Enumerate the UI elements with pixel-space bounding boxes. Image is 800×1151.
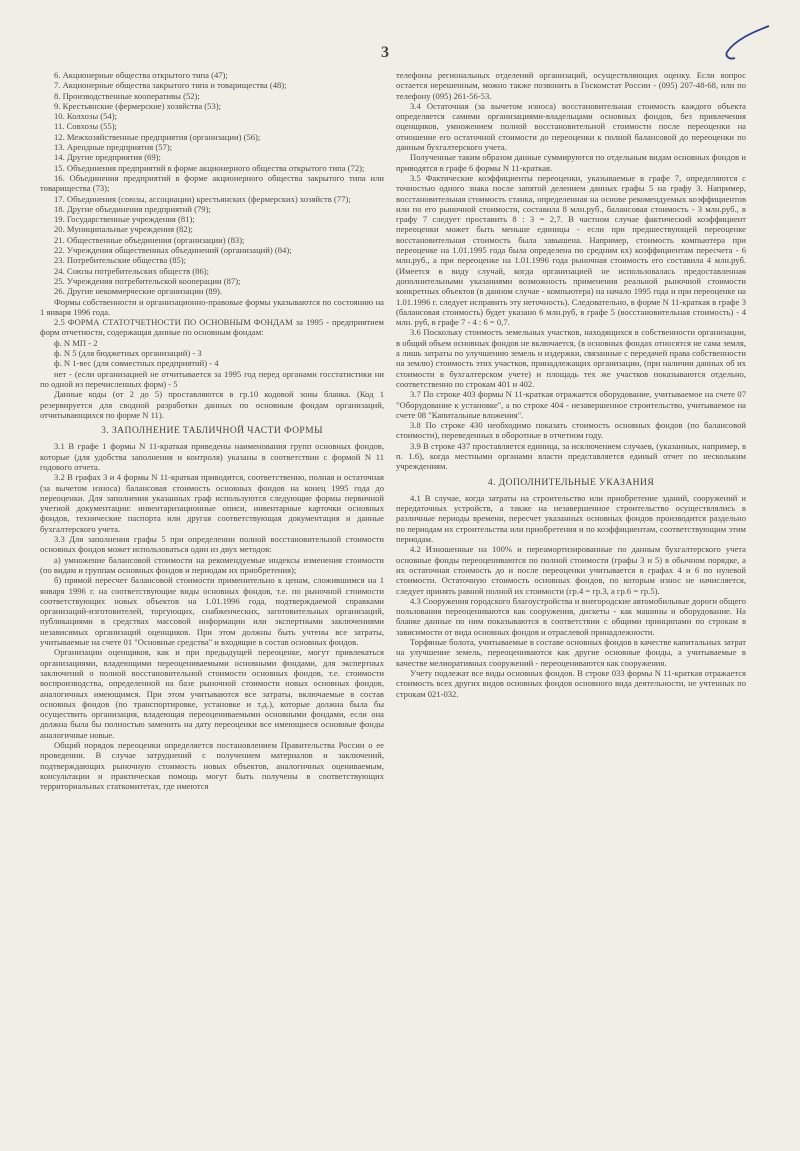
list-item: 25. Учреждения потребительской кооперации (87); xyxy=(54,275,241,286)
paragraph: 3.4 Остаточная (за вычетом износа) восстановительная стоимость каждого объекта определяется самими организациями-владельцами основных фондов, без привлечения оценщиков, умножением полной восстановительной стоимости после переоценки на отношение его остаточной стоимости до переоценки к полной балансовой до переоценки по данным бухгалтерского учета. xyxy=(396,100,746,153)
paragraph: телефоны региональных отделений организаций, осуществляющих оценку. Если вопрос остается нерешенным, можно также позвонить в Госкомстат России - (095) 207-48-68, или по телефону (095) 261-56-53. xyxy=(396,70,746,101)
list-item: 15. Объединения предприятий в форме акционерного общества открытого типа (72); xyxy=(54,162,365,173)
paragraph: 3.2 В графах 3 и 4 формы N 11-краткая приводится, соответственно, полная и остаточная (за вычетом износа) балансовая стоимость основных фондов на конец 1995 года до переоценки. Для заполнения указанных граф используются следующие формы первичной учетной документации: инвентаризационные описи, инвентарные карточки основных фондов, технические паспорта или другая соответствующая документация и данные бухгалтерского учета. xyxy=(40,472,384,534)
paragraph: 2.5 ФОРМА СТАТОТЧЕТНОСТИ ПО ОСНОВНЫМ ФОНДАМ за 1995 - предприятием форм отчетности, содержащая данные по основным фондам: xyxy=(40,317,384,338)
list-item: 26. Другие некоммерческие организации (89). xyxy=(54,286,223,297)
left-column xyxy=(40,70,384,791)
paragraph: Формы собственности и организационно-правовые формы указываются по состоянию на 1 января 1996 года. xyxy=(40,296,384,317)
list-item: 20. Муниципальные учреждения (82); xyxy=(54,224,193,235)
list-item: 16. Объединения предприятий в форме акционерного общества закрытого типа или товарищества (73); xyxy=(40,172,384,194)
list-item: 22. Учреждения общественных объединений (организаций) (84); xyxy=(54,245,292,256)
paragraph: Торфяные болота, учитываемые в составе основных фондов в качестве капитальных затрат на улучшение земель, переоцениваются как другие основные фонды, а учитываемые в качестве мелиоративных сооружений - переоцениваются как сооружения. xyxy=(396,637,746,668)
list-item: 6. Акционерные общества открытого типа (47); xyxy=(54,70,228,80)
paragraph: 3.7 По строке 403 формы N 11-краткая отражается оборудование, учитываемое на счете 07 "Оборудование к установке", а по строке 404 - незавершенное строительство, учитываемое на счете 08 "Капитальные вложения". xyxy=(396,389,746,420)
paragraph: б) прямой пересчет балансовой стоимости применительно к ценам, сложившимся на 1 января 1996 г. на соответствующие виды основных фондов, т.е. по рыночной стоимости соответствующих новых объектов на 1.01.1996 года, подтверждаемой справками организаций-изготовителей, торгующих, снабженческих, заготовительных организаций, публикациями в средствах массовой информации или экспертными заключениями независимых организаций оценщиков. При этом должны быть учтены все затраты, учитываемые на счете 01 "Основные средства" и входящие в состав основных фондов. xyxy=(40,575,384,648)
paragraph: Данные коды (от 2 до 5) проставляются в гр.10 кодовой зоны бланка. (Код 1 резервируется для сводной разработки данных по основным фондам организаций, отчитывающихся по форме N 11). xyxy=(40,389,384,420)
list-item: 13. Арендные предприятия (57); xyxy=(54,142,173,153)
paragraph: 3.5 Фактические коэффициенты переоценки, указываемые в графе 7, определяются с точностью одного знака после запятой делением данных графы 5 на графу 3. Например, восстановительная стоимость станка, определенная на основе рекомендуемых коэффициентов или по его рыночной стоимости, составила 8 млн.руб., балансовая стоимость - 3 млн.руб., в графу 7 следует проставить 8 : 3 = 2,7. В частном случае фактический коэффициент переоценки может быть меньше единицы - если при предшествующей переоценке восстановительная стоимость была завышена. Например, стоимость компьютера при переоценке на 1.01.1995 года была определена по средним кх) коэффициентам пересчета - 6 млн.руб., а при переоценке на 1.01.1996 года рыночная стоимость его составила 4 млн.руб. (Имеется в виду случай, когда организацией не использовалась предоставленная дополнительными указаниями возможность применения реальной рыночной стоимости конкретных объектов (в данном случае - компьютера) на начало 1995 года и при переоценке на 1.01.1996 г. следует исправить эту неточность). Следовательно, в форме N 11-краткая в графе 3 (балансовая стоимость) будет указано 6 млн.руб, в графе 5 (восстановительная стоимость) - 4 млн. руб, в графе 7 - 4 : 6 = 0,7. xyxy=(396,172,746,328)
list-item: нет - (если организацией не отчитывается за 1995 год перед органами госстатистики ни по одной из перечисленных форм) - 5 xyxy=(40,368,384,389)
paragraph: 4.3 Сооружения городского благоустройства и внегородские автомобильные дороги общего пользования переоцениваются как сооружения, дискеты - как машины и оборудование. На бланке данные по ним показываются в соответствии с общими принципами по строкам в зависимости от вида основных фондов и отраслевой принадлежности. xyxy=(396,595,746,637)
list-item: 24. Союзы потребительских обществ (86); xyxy=(54,265,209,276)
paragraph: Организации оценщиков, как и при предыдущей переоценке, могут привлекаться организациями, владеющими переоцениваемыми основными фондами, для экспертных заключений о полной восстановительной стоимости основных фондов, т.е. стоимости воспроизводства, определенной на базе рыночной стоимости новых основных фондов, аналогичных имеющимся. При этом учитываются все затраты, включаемые в состав основных фондов (по транспортировке, установке и т.д.), которые должна была бы осуществить организация, владеющая переоцениваемыми основными фондами, если она должна была бы полностью заменить на дату переоценки все имеющиеся основные фонды аналогичные новые. xyxy=(40,647,384,740)
section-heading: 4. ДОПОЛНИТЕЛЬНЫЕ УКАЗАНИЯ xyxy=(487,476,655,488)
paragraph: 3.3 Для заполнения графы 5 при определении полной восстановительной стоимости основных фондов может использоваться один из двух методов: xyxy=(40,534,384,555)
list-item: 21. Общественные объединения (организации) (83); xyxy=(54,234,245,245)
list-item: 14. Другие предприятия (69); xyxy=(54,152,161,163)
list-item: 8. Производственные кооперативы (52); xyxy=(54,90,200,101)
paragraph: 3.8 По строке 430 необходимо показать стоимость основных фондов (по балансовой стоимости), переведенных в оборотные в отчетном году. xyxy=(396,420,746,441)
page-number: 3 xyxy=(381,44,389,61)
list-item: ф. N 1-вес (для совместных предприятий) - 4 xyxy=(54,358,219,369)
section-heading: 3. ЗАПОЛНЕНИЕ ТАБЛИЧНОЙ ЧАСТИ ФОРМЫ xyxy=(101,425,323,437)
list-item: ф. N МП - 2 xyxy=(54,337,98,348)
paragraph: 3.6 Поскольку стоимость земельных участков, находящихся в собственности организации, в общий объем основных фондов не включается, (в основных фондах относятся не сама земля, а лишь затраты по улучшению земель и издержки, связанные с передачей права собственности на землю) стоимость этих участков, принадлежащих организации, (при наличии данных об их стоимости в бухгалтерском учете) и площадь тех же участков показываются отдельно, соответственно по строкам 401 и 402. xyxy=(396,327,746,389)
checkmark-icon xyxy=(705,22,771,62)
paragraph: Учету подлежат все виды основных фондов. В строке 033 формы N 11-краткая отражается стоимость всех других видов основных фондов основного вида деятельности, не учтенных по строкам 021-032. xyxy=(396,667,746,699)
list-item: 11. Совхозы (55); xyxy=(54,121,117,132)
paragraph: 4.1 В случае, когда затраты на строительство или приобретение зданий, сооружений и передаточных устройств, а также на незавершенное строительство осуществлялись в различные периоды времени, пересчет указанных основных фондов производится раздельно по периодам их строительства или приобретения и по коэффициентам, соответствующим этим периодам. xyxy=(396,492,746,545)
list-item: 12. Межхозяйственные предприятия (организации) (56); xyxy=(54,131,261,142)
list-item: 18. Другие объединения предприятий (79); xyxy=(54,203,211,214)
paragraph: а) умножение балансовой стоимости на рекомендуемые индексы изменения стоимости (по видам и группам основных фондов и периодам их приобретения); xyxy=(40,554,384,575)
paragraph: 4.2 Изношенные на 100% и переамортизированные по данным бухгалтерского учета основные фонды переоцениваются по полной стоимости (графы 3 и 5) в обычном порядке, а их остаточная стоимость до и после переоценки учитывается в графах 4 и 6 по нулевой стоимости. Остаточную стоимость основных фондов, по которым износ не начисляется, следует принять равной полной их стоимости (гр.4 = гр.3, а гр.6 = гр.5). xyxy=(396,544,746,596)
right-column xyxy=(396,70,746,699)
list-item: 23. Потребительские общества (85); xyxy=(54,255,187,266)
list-item: 19. Государственные учреждения (81); xyxy=(54,214,195,225)
paragraph: 3.9 В строке 437 проставляется единица, за исключением случаев, (указанных, например, в п. 1.6), когда местными органами власти представляется единый отчет по нескольким учреждениям. xyxy=(396,440,746,472)
list-item: 17. Объединения (союзы, ассоциации) крестьянских (фермерских) хозяйств (77); xyxy=(54,193,351,204)
list-item: 7. Акционерные общества закрытого типа и товарищества (48); xyxy=(54,80,287,91)
paragraph: Полученные таким образом данные суммируются по отдельным видам основных фондов и приводятся в графе 6 формы N 11-краткая. xyxy=(396,152,746,173)
list-item: 10. Колхозы (54); xyxy=(54,111,117,122)
paragraph: 3.1 В графе 1 формы N 11-краткая приведены наименования групп основных фондов, которые (для удобства заполнения и контроля) указаны в соответствии с формой N 11 годового отчета. xyxy=(40,441,384,472)
list-item: 9. Крестьянские (фермерские) хозяйства (53); xyxy=(54,100,222,111)
paragraph: Общий порядок переоценки определяется постановлением Правительства России о ее проведении. В случае затруднений с получением материалов и заключений, подтверждающих рыночную стоимость новых объектов, аналогичных оцениваемым, консультации и практическая помощь могут быть получены в соответствующих территориальных статкомитетах, где имеются xyxy=(40,740,384,792)
list-item: ф. N 5 (для бюджетных организаций) - 3 xyxy=(54,348,202,359)
